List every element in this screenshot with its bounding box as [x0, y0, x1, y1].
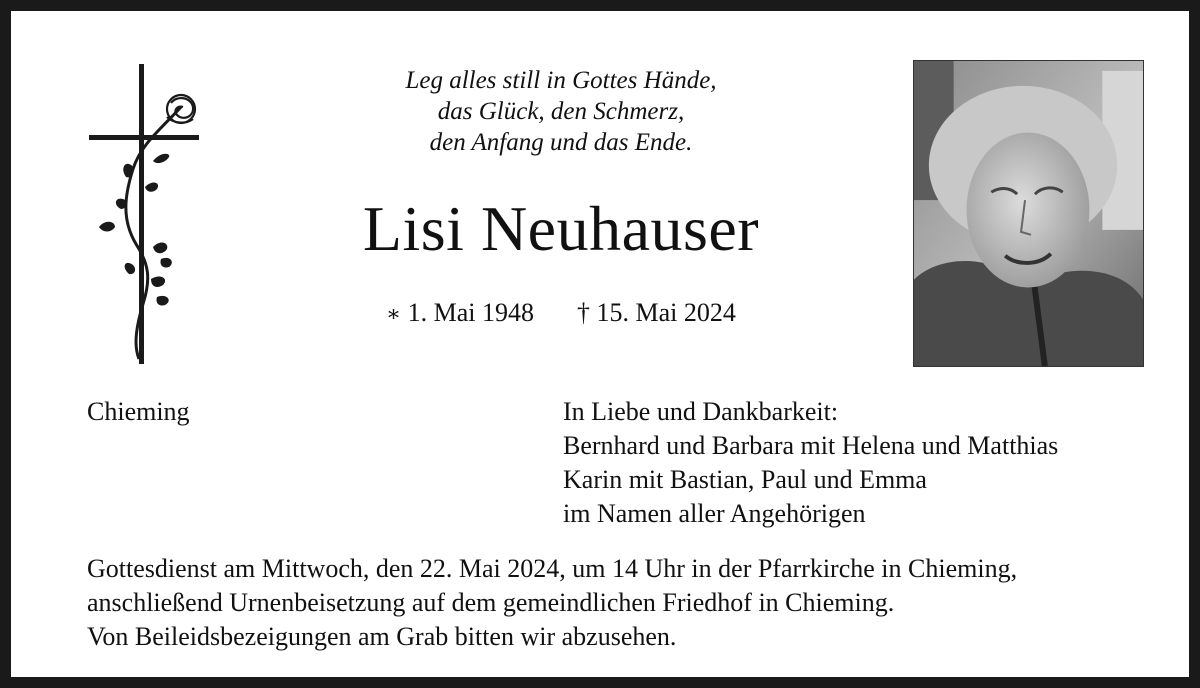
family-line: In Liebe und Dankbarkeit:: [563, 397, 839, 426]
family-line: im Namen aller Angehörigen: [563, 499, 866, 528]
life-dates: [311, 293, 811, 334]
family-line: Karin mit Bastian, Paul und Emma: [563, 465, 927, 494]
notice-line: anschließend Urnenbeisetzung auf dem gemeindlichen Friedhof in Chieming.: [87, 588, 895, 617]
verse-line: Leg alles still in Gottes Hände,: [405, 67, 717, 94]
birth-star-icon: ∗: [386, 301, 402, 326]
service-notice: [87, 552, 1017, 654]
portrait-photo: [913, 60, 1144, 367]
deceased-name: Lisi Neuhauser: [362, 193, 760, 264]
verse: [311, 65, 811, 158]
verse-line: das Glück, den Schmerz,: [437, 98, 685, 125]
verse-line: den Anfang und das Ende.: [429, 129, 693, 156]
family-line: Bernhard und Barbara mit Helena und Matthias: [563, 431, 1059, 460]
death-cross-icon: †: [576, 298, 590, 327]
death-date: 15. Mai 2024: [596, 298, 736, 327]
cross-with-rose-icon: [81, 59, 211, 369]
place-of-residence: Chieming: [87, 397, 190, 426]
notice-line: Gottesdienst am Mittwoch, den 22. Mai 2024, um 14 Uhr in der Pfarrkirche in Chieming,: [87, 554, 1018, 583]
family-mourners: [563, 395, 1058, 531]
birth-date: 1. Mai 1948: [407, 298, 534, 327]
notice-line: Von Beileidsbezeigungen am Grab bitten wir abzusehen.: [87, 622, 677, 651]
